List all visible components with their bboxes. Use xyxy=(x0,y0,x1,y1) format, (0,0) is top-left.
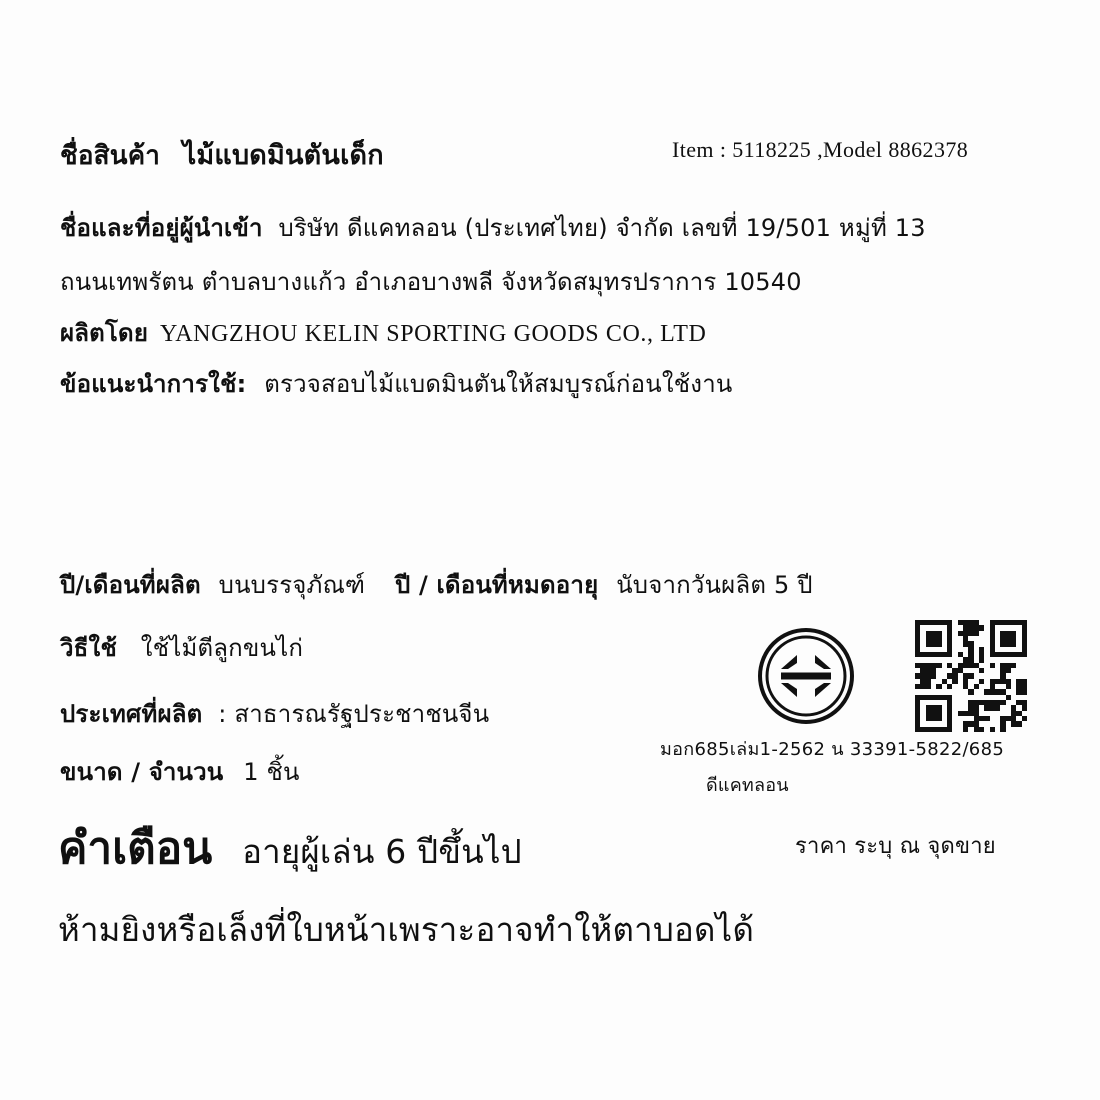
warning-line-2: ห้ามยิงหรือเล็งที่ใบหน้าเพราะอาจทำให้ตาบอดได้ xyxy=(58,910,755,949)
qr-code-icon xyxy=(915,620,1027,732)
manufacture-date-label: ปี/เดือนที่ผลิต xyxy=(60,571,201,599)
usage-advice-row xyxy=(60,364,733,403)
country-label: ประเทศที่ผลิต xyxy=(60,700,203,728)
country-value: : สาธารณรัฐประชาชนจีน xyxy=(218,700,490,728)
size-quantity-label: ขนาด / จำนวน xyxy=(60,758,224,786)
importer-line-2: ถนนเทพรัตน ตำบลบางแก้ว อำเภอบางพลี จังหวัดสมุทรปราการ 10540 xyxy=(60,268,802,296)
importer-label: ชื่อและที่อยู่ผู้นำเข้า xyxy=(60,214,263,242)
warning-row xyxy=(58,813,522,883)
expiry-date-label: ปี / เดือนที่หมดอายุ xyxy=(395,571,599,599)
warning-age: อายุผู้เล่น 6 ปีขึ้นไป xyxy=(242,832,522,871)
product-name-label: ชื่อสินค้า xyxy=(60,141,161,171)
size-quantity-value: 1 ชิ้น xyxy=(243,758,300,786)
expiry-date-value: นับจากวันผลิต 5 ปี xyxy=(616,571,813,599)
how-to-use-label: วิธีใช้ xyxy=(60,634,117,662)
usage-advice-label: ข้อแนะนำการใช้: xyxy=(60,370,247,398)
warning-word: คำเตือน xyxy=(58,823,213,874)
item-model-code: Item : 5118225 ,Model 8862378 xyxy=(672,137,969,162)
tisi-certification-mark-icon xyxy=(757,627,855,725)
product-name-row xyxy=(60,133,384,176)
usage-advice-value: ตรวจสอบไม้แบดมินตันให้สมบูรณ์ก่อนใช้งาน xyxy=(264,370,733,398)
size-quantity-row xyxy=(60,752,300,791)
importer-row-1 xyxy=(60,208,926,247)
how-to-use-value: ใช้ไม้ตีลูกขนไก่ xyxy=(140,634,304,662)
manufacturer-value: YANGZHOU KELIN SPORTING GOODS CO., LTD xyxy=(159,321,707,347)
country-row xyxy=(60,694,489,733)
importer-line-1: บริษัท ดีแคทลอน (ประเทศไทย) จำกัด เลขที่ 19/501 หมู่ที่ 13 xyxy=(278,214,926,242)
manufacture-date-value: บนบรรจุภัณฑ์ xyxy=(218,571,366,599)
tisi-brand: ดีแคทลอน xyxy=(706,775,789,796)
how-to-use-row xyxy=(60,628,303,667)
tisi-code: มอก685เล่ม1-2562 น 33391-5822/685 xyxy=(660,739,1005,760)
manufacturer-label: ผลิตโดย xyxy=(60,319,149,347)
product-name-value: ไม้แบดมินตันเด็ก xyxy=(182,140,384,171)
manufacturer-row xyxy=(60,313,706,352)
price-note: ราคา ระบุ ณ จุดขาย xyxy=(795,834,996,859)
manufacture-date-row xyxy=(60,565,813,604)
